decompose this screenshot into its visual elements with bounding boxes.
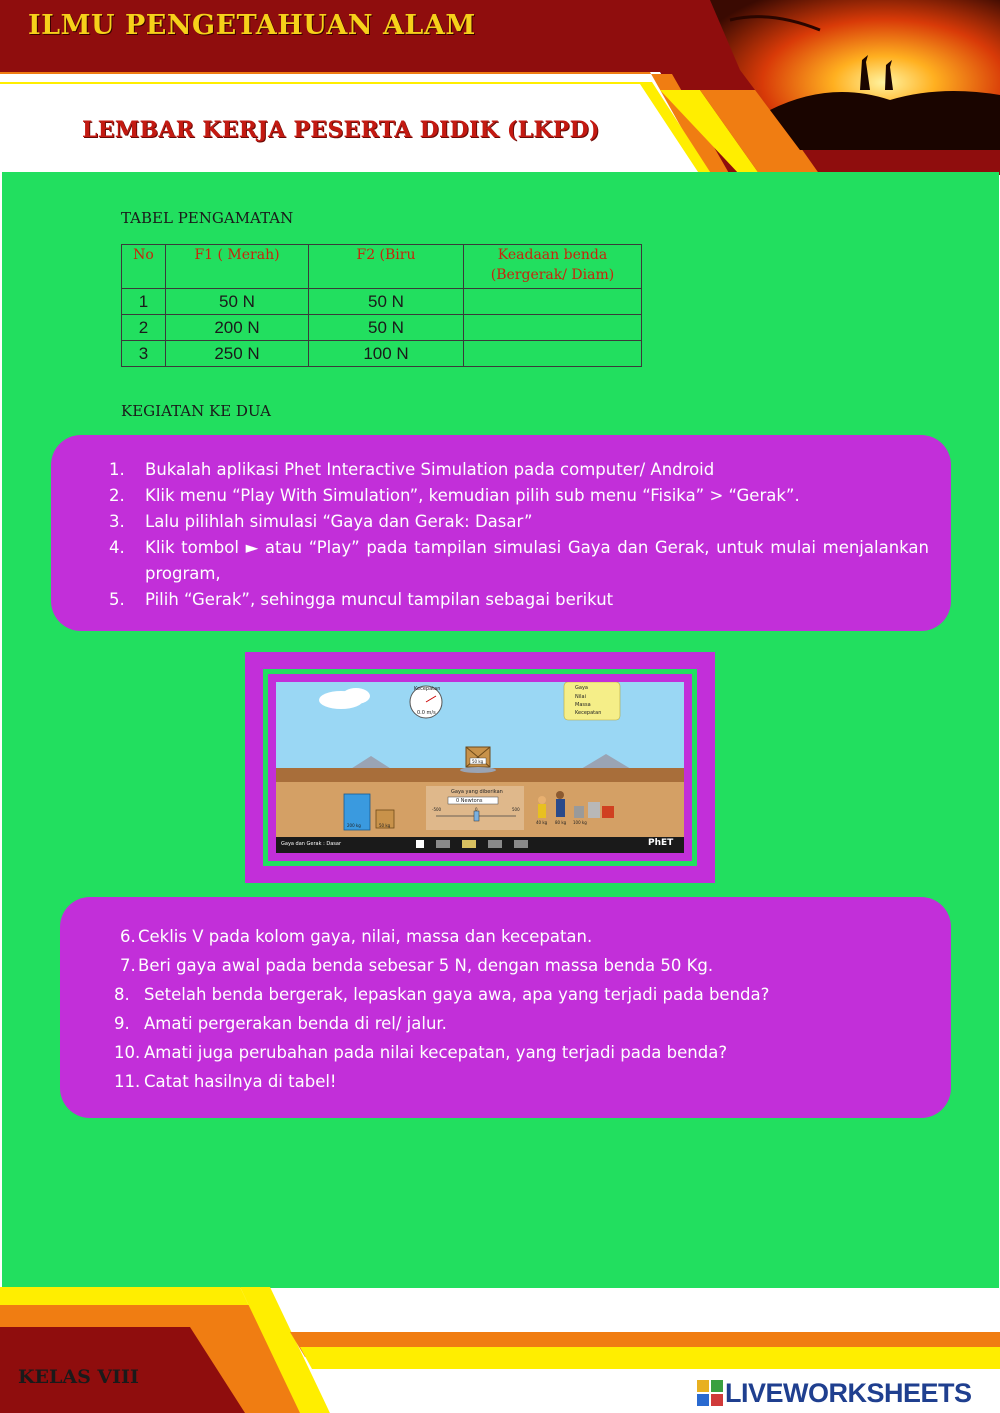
table-row — [122, 315, 642, 341]
table-section-label: TABEL PENGAMATAN — [121, 209, 294, 227]
simulation-scene — [276, 682, 684, 853]
item-trash-mass: 100 kg — [573, 820, 587, 825]
header-no: No — [122, 245, 166, 289]
step-number: 8. — [114, 985, 130, 1004]
phet-logo: PhET — [648, 838, 674, 848]
header-state — [464, 245, 642, 289]
header-state-line2: (Bergerak/ Diam) — [490, 267, 615, 283]
sim-app-title: Gaya dan Gerak : Dasar — [281, 841, 342, 847]
step-number: 5. — [109, 590, 125, 609]
step-number: 6. — [120, 927, 136, 946]
applied-force-label: Gaya yang diberikan — [451, 789, 503, 795]
instructions-box-2 — [60, 897, 951, 1118]
frame-border — [263, 669, 697, 866]
step-number: 3. — [109, 512, 125, 531]
list-item — [114, 1009, 934, 1038]
step-text: Pilih “Gerak”, sehingga muncul tampilan sebagai berikut — [145, 590, 614, 609]
step-text: Amati juga perubahan pada nilai kecepatan, yang terjadi pada benda? — [144, 1043, 728, 1062]
item-crate-mass: 50 kg — [379, 823, 391, 828]
cell-no: 3 — [122, 341, 166, 367]
header-f1: F1 ( Merah) — [166, 245, 309, 289]
header-f2: F2 (Biru — [309, 245, 464, 289]
step-text: Klik tombol ► atau “Play” pada tampilan simulasi Gaya dan Gerak, untuk mulai menjalankan program, — [145, 538, 929, 583]
step-text: Klik menu “Play With Simulation”, kemudian pilih sub menu “Fisika” > “Gerak”. — [145, 486, 800, 505]
cell-no: 1 — [122, 289, 166, 315]
checkbox-mass[interactable]: Massa — [575, 702, 591, 708]
step-text: Catat hasilnya di tabel! — [144, 1072, 337, 1091]
step-number: 2. — [109, 486, 125, 505]
checkbox-speed[interactable]: Kecepatan — [575, 710, 602, 716]
liveworksheets-icon — [697, 1380, 723, 1406]
cell-f2: 50 N — [309, 289, 464, 315]
crate-mass-label: 50 kg — [472, 759, 484, 764]
cell-f1: 200 N — [166, 315, 309, 341]
cell-state-input[interactable] — [464, 341, 642, 367]
activity-label: KEGIATAN KE DUA — [121, 402, 271, 420]
instructions-box-1 — [51, 435, 951, 631]
slider-max-label: 500 — [512, 807, 520, 812]
step-number: 9. — [114, 1014, 130, 1033]
list-item — [109, 587, 929, 613]
step-text: Amati pergerakan benda di rel/ jalur. — [144, 1014, 447, 1033]
step-number: 7. — [120, 956, 136, 975]
sunset-image — [710, 0, 1000, 150]
step-text: Bukalah aplikasi Phet Interactive Simulation pada computer/ Android — [145, 460, 715, 479]
list-item — [114, 980, 934, 1009]
item-man-mass: 80 kg — [555, 820, 567, 825]
slider-min-label: -500 — [432, 807, 442, 812]
checkbox-values[interactable]: Nilai — [575, 694, 586, 700]
cell-f1: 50 N — [166, 289, 309, 315]
observation-table — [121, 244, 642, 367]
speed-readout: 0.0 m/s — [417, 710, 436, 716]
step-number: 10. — [114, 1043, 141, 1062]
list-item — [114, 1038, 934, 1067]
step-text: Ceklis V pada kolom gaya, nilai, massa dan kecepatan. — [138, 927, 593, 946]
phet-simulation-screenshot — [276, 682, 684, 853]
list-item — [109, 483, 929, 509]
cell-f2: 100 N — [309, 341, 464, 367]
table-header-row — [122, 245, 642, 289]
speedometer-label: Kecepatan — [414, 686, 441, 692]
cell-f1: 250 N — [166, 341, 309, 367]
item-fridge-mass: 200 kg — [347, 823, 361, 828]
force-value-field[interactable]: 0 Newtons — [456, 798, 483, 804]
cell-f2: 50 N — [309, 315, 464, 341]
slider-mid-label: 0 — [475, 807, 478, 812]
step-text: Setelah benda bergerak, lepaskan gaya awa, apa yang terjadi pada benda? — [144, 985, 770, 1004]
step-number: 1. — [109, 460, 125, 479]
simulation-image-frame — [245, 652, 715, 883]
list-item — [114, 1067, 934, 1096]
checkbox-force[interactable]: Gaya — [575, 685, 588, 691]
cell-state-input[interactable] — [464, 289, 642, 315]
step-text: Lalu pilihlah simulasi “Gaya dan Gerak: Dasar” — [145, 512, 533, 531]
liveworksheets-logo[interactable] — [697, 1377, 972, 1409]
step-text: Beri gaya awal pada benda sebesar 5 N, dengan massa benda 50 Kg. — [138, 956, 714, 975]
list-item — [109, 509, 929, 535]
frame-border-inner — [268, 674, 692, 861]
step-number: 11. — [114, 1072, 141, 1091]
table-row — [122, 341, 642, 367]
item-girl-mass: 40 kg — [536, 820, 548, 825]
table-row — [122, 289, 642, 315]
cell-state-input[interactable] — [464, 315, 642, 341]
header-state-line1: Keadaan benda — [497, 247, 608, 263]
liveworksheets-text: LIVEWORKSHEETS — [725, 1377, 972, 1408]
list-item — [114, 922, 934, 951]
class-label: KELAS VIII — [18, 1366, 139, 1388]
step-number: 4. — [109, 538, 125, 557]
list-item — [109, 457, 929, 483]
worksheet-subtitle: LEMBAR KERJA PESERTA DIDIK (LKPD) — [82, 117, 600, 143]
cell-no: 2 — [122, 315, 166, 341]
list-item — [114, 951, 934, 980]
header-title: ILMU PENGETAHUAN ALAM — [28, 10, 476, 41]
list-item — [109, 535, 929, 587]
